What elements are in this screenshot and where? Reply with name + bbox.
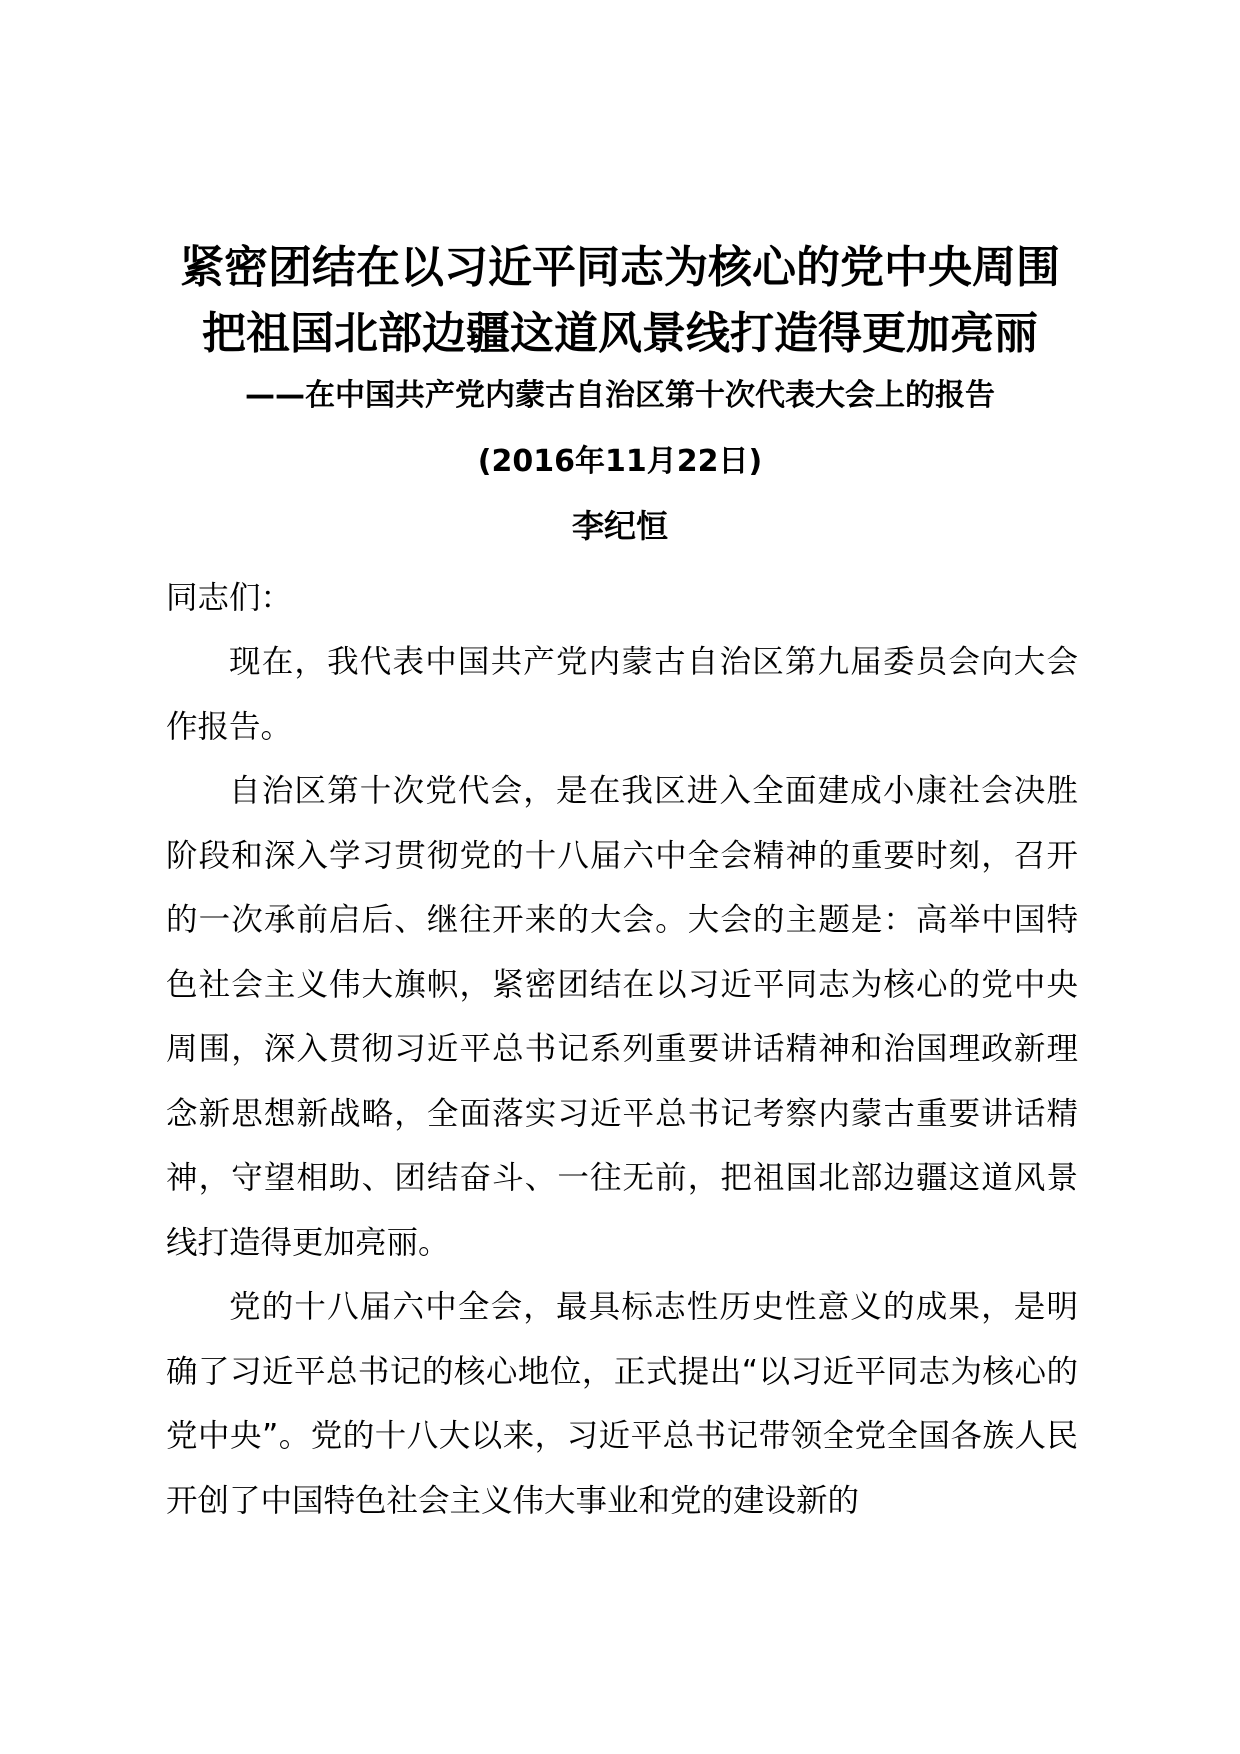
paragraph-2: 自治区第十次党代会，是在我区进入全面建成小康社会决胜阶段和深入学习贯彻党的十八届六中全会精神的重要时刻，召开的一次承前启后、继往开来的大会。大会的主题是：高举中国特色社会主义伟大旗帜，紧密团结在以习近平同志为核心的党中央周围，深入贯彻习近平总书记系列重要讲话精神和治国理政新理念新思想新战略，全面落实习近平总书记考察内蒙古重要讲话精神，守望相助、团结奋斗、一往无前，把祖国北部边疆这道风景线打造得更加亮丽。 [166, 773, 1078, 1261]
document-date: (2016年11月22日) [477, 444, 763, 479]
document-subtitle: ——在中国共产党内蒙古自治区第十次代表大会上的报告 [245, 378, 995, 413]
paragraph-3: 党的十八届六中全会，最具标志性历史性意义的成果，是明确了习近平总书记的核心地位，正式提出“以习近平同志为核心的党中央”。党的十八大以来，习近平总书记带领全党全国各族人民开创了中国特色社会主义伟大事业和党的建设新的 [166, 1289, 1078, 1519]
document-title-line-2: 把祖国北部边疆这道风景线打造得更加亮丽 [202, 308, 1038, 359]
paragraph-1: 现在，我代表中国共产党内蒙古自治区第九届委员会向大会作报告。 [166, 644, 1078, 745]
body-paragraphs [166, 630, 1078, 1533]
document-author: 李纪恒 [571, 507, 668, 545]
salutation: 同志们： [166, 580, 293, 616]
document-title-line-1: 紧密团结在以习近平同志为核心的党中央周围 [180, 242, 1060, 293]
